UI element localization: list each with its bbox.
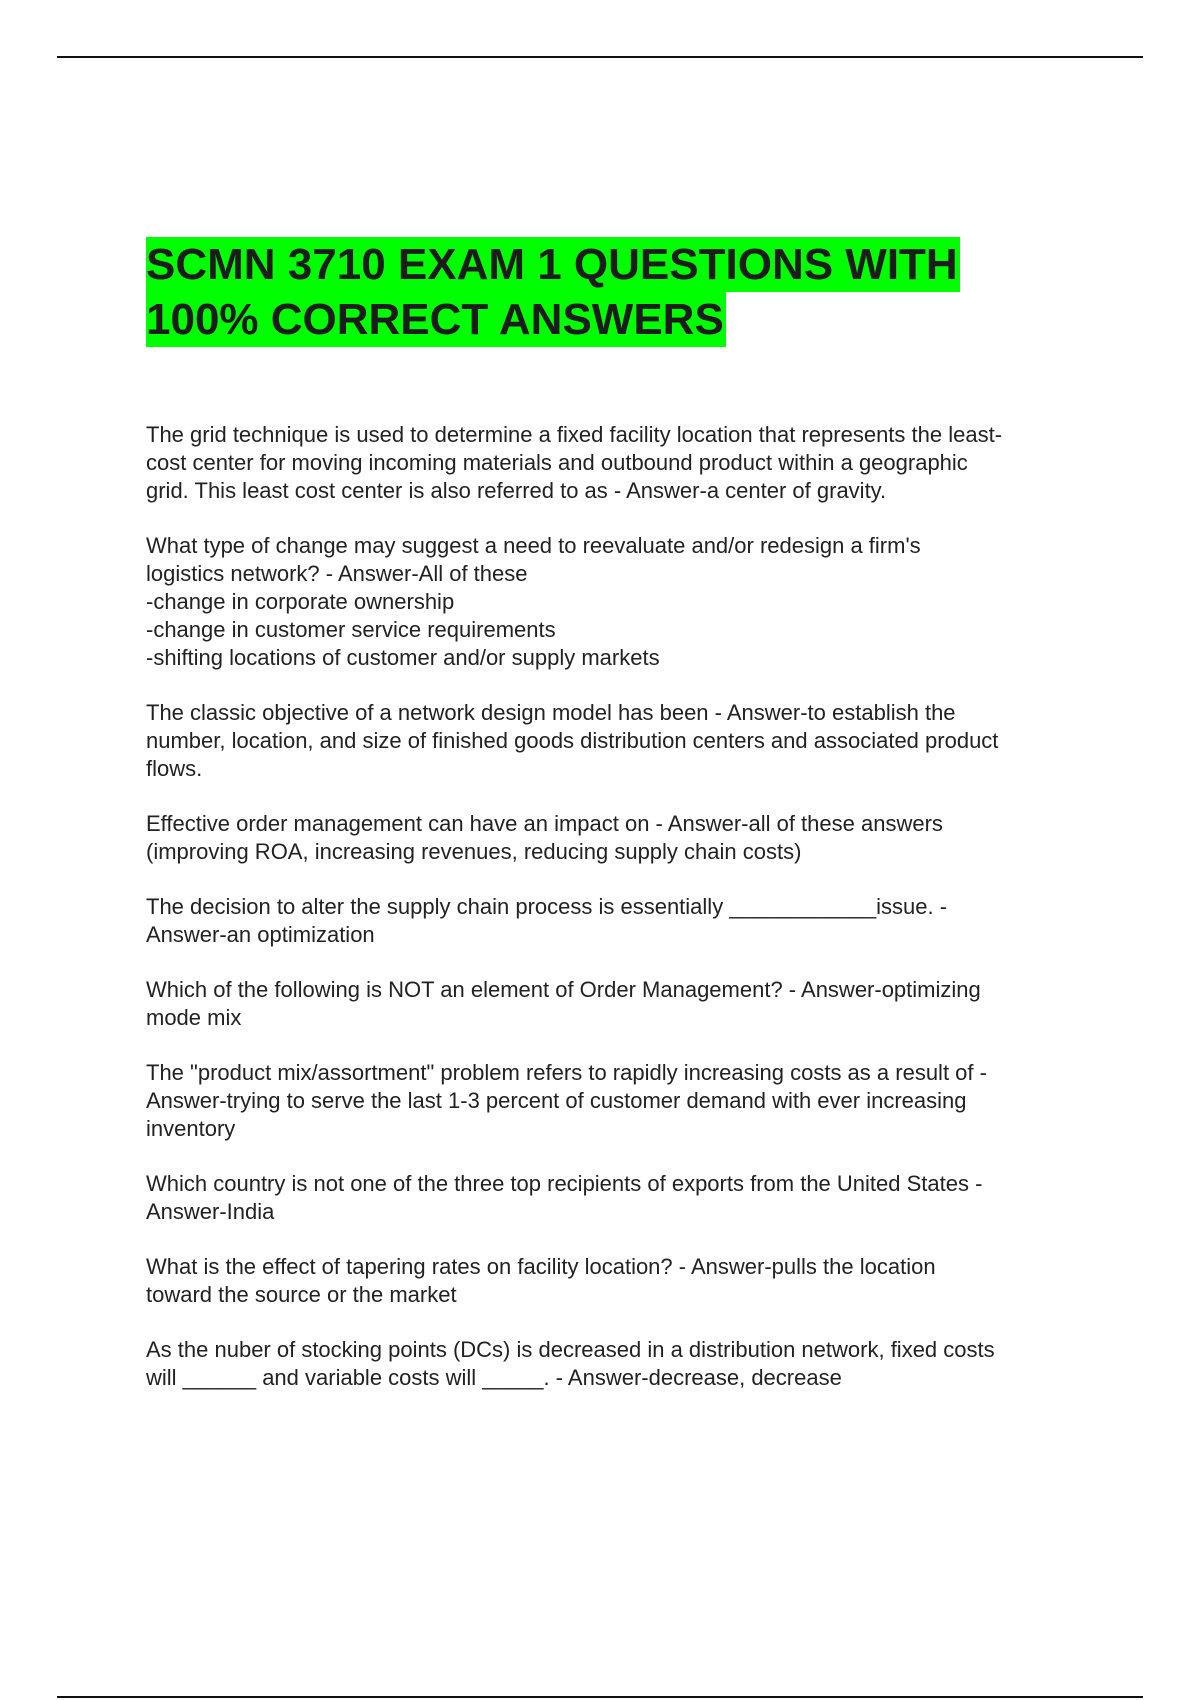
qa-line: The "product mix/assortment" problem refers to rapidly increasing costs as a result of - xyxy=(146,1060,987,1085)
qa-line: Which country is not one of the three top recipients of exports from the United States - xyxy=(146,1171,983,1196)
qa-line: Answer-trying to serve the last 1-3 percent of customer demand with ever increasing xyxy=(146,1088,967,1113)
qa-line: mode mix xyxy=(146,1005,242,1030)
qa-line: What is the effect of tapering rates on facility location? - Answer-pulls the location xyxy=(146,1254,936,1279)
qa-line: flows. xyxy=(146,756,203,781)
qa-line: The decision to alter the supply chain process is essentially ____________issue. - xyxy=(146,894,948,919)
qa-line: (improving ROA, increasing revenues, reducing supply chain costs) xyxy=(146,839,802,864)
qa-line: What type of change may suggest a need to reevaluate and/or redesign a firm's xyxy=(146,533,921,558)
qa-item-9 xyxy=(146,1253,1101,1309)
qa-item-8 xyxy=(146,1170,1101,1226)
qa-line: Answer-an optimization xyxy=(146,922,375,947)
qa-line: will ______ and variable costs will _____. - Answer-decrease, decrease xyxy=(146,1365,842,1390)
qa-item-4 xyxy=(146,810,1101,866)
qa-line: The grid technique is used to determine a fixed facility location that represents the least- xyxy=(146,422,1003,447)
qa-line: logistics network? - Answer-All of these xyxy=(146,561,528,586)
qa-line: Effective order management can have an impact on - Answer-all of these answers xyxy=(146,811,943,836)
document-title xyxy=(146,237,1106,347)
qa-line: inventory xyxy=(146,1116,236,1141)
title-line-1: SCMN 3710 EXAM 1 QUESTIONS WITH xyxy=(146,237,960,292)
qa-line: As the nuber of stocking points (DCs) is decreased in a distribution network, fixed costs xyxy=(146,1337,995,1362)
top-rule xyxy=(57,56,1143,58)
qa-list xyxy=(146,421,1101,1419)
qa-line: grid. This least cost center is also referred to as - Answer-a center of gravity. xyxy=(146,478,887,503)
qa-line: cost center for moving incoming materials and outbound product within a geographic xyxy=(146,450,968,475)
qa-item-5 xyxy=(146,893,1101,949)
qa-item-7 xyxy=(146,1059,1101,1143)
qa-item-3 xyxy=(146,699,1101,783)
title-line-2: 100% CORRECT ANSWERS xyxy=(146,292,726,347)
qa-line: -change in customer service requirements xyxy=(146,617,556,642)
qa-item-1 xyxy=(146,421,1101,505)
qa-item-10 xyxy=(146,1336,1101,1392)
bottom-rule xyxy=(57,1696,1143,1698)
qa-line: -change in corporate ownership xyxy=(146,589,455,614)
qa-line: Which of the following is NOT an element of Order Management? - Answer-optimizing xyxy=(146,977,981,1002)
qa-item-2 xyxy=(146,532,1101,672)
qa-line: toward the source or the market xyxy=(146,1282,457,1307)
qa-line: number, location, and size of finished goods distribution centers and associated product xyxy=(146,728,999,753)
qa-line: Answer-India xyxy=(146,1199,275,1224)
qa-line: The classic objective of a network design model has been - Answer-to establish the xyxy=(146,700,956,725)
qa-line: -shifting locations of customer and/or supply markets xyxy=(146,645,660,670)
qa-item-6 xyxy=(146,976,1101,1032)
